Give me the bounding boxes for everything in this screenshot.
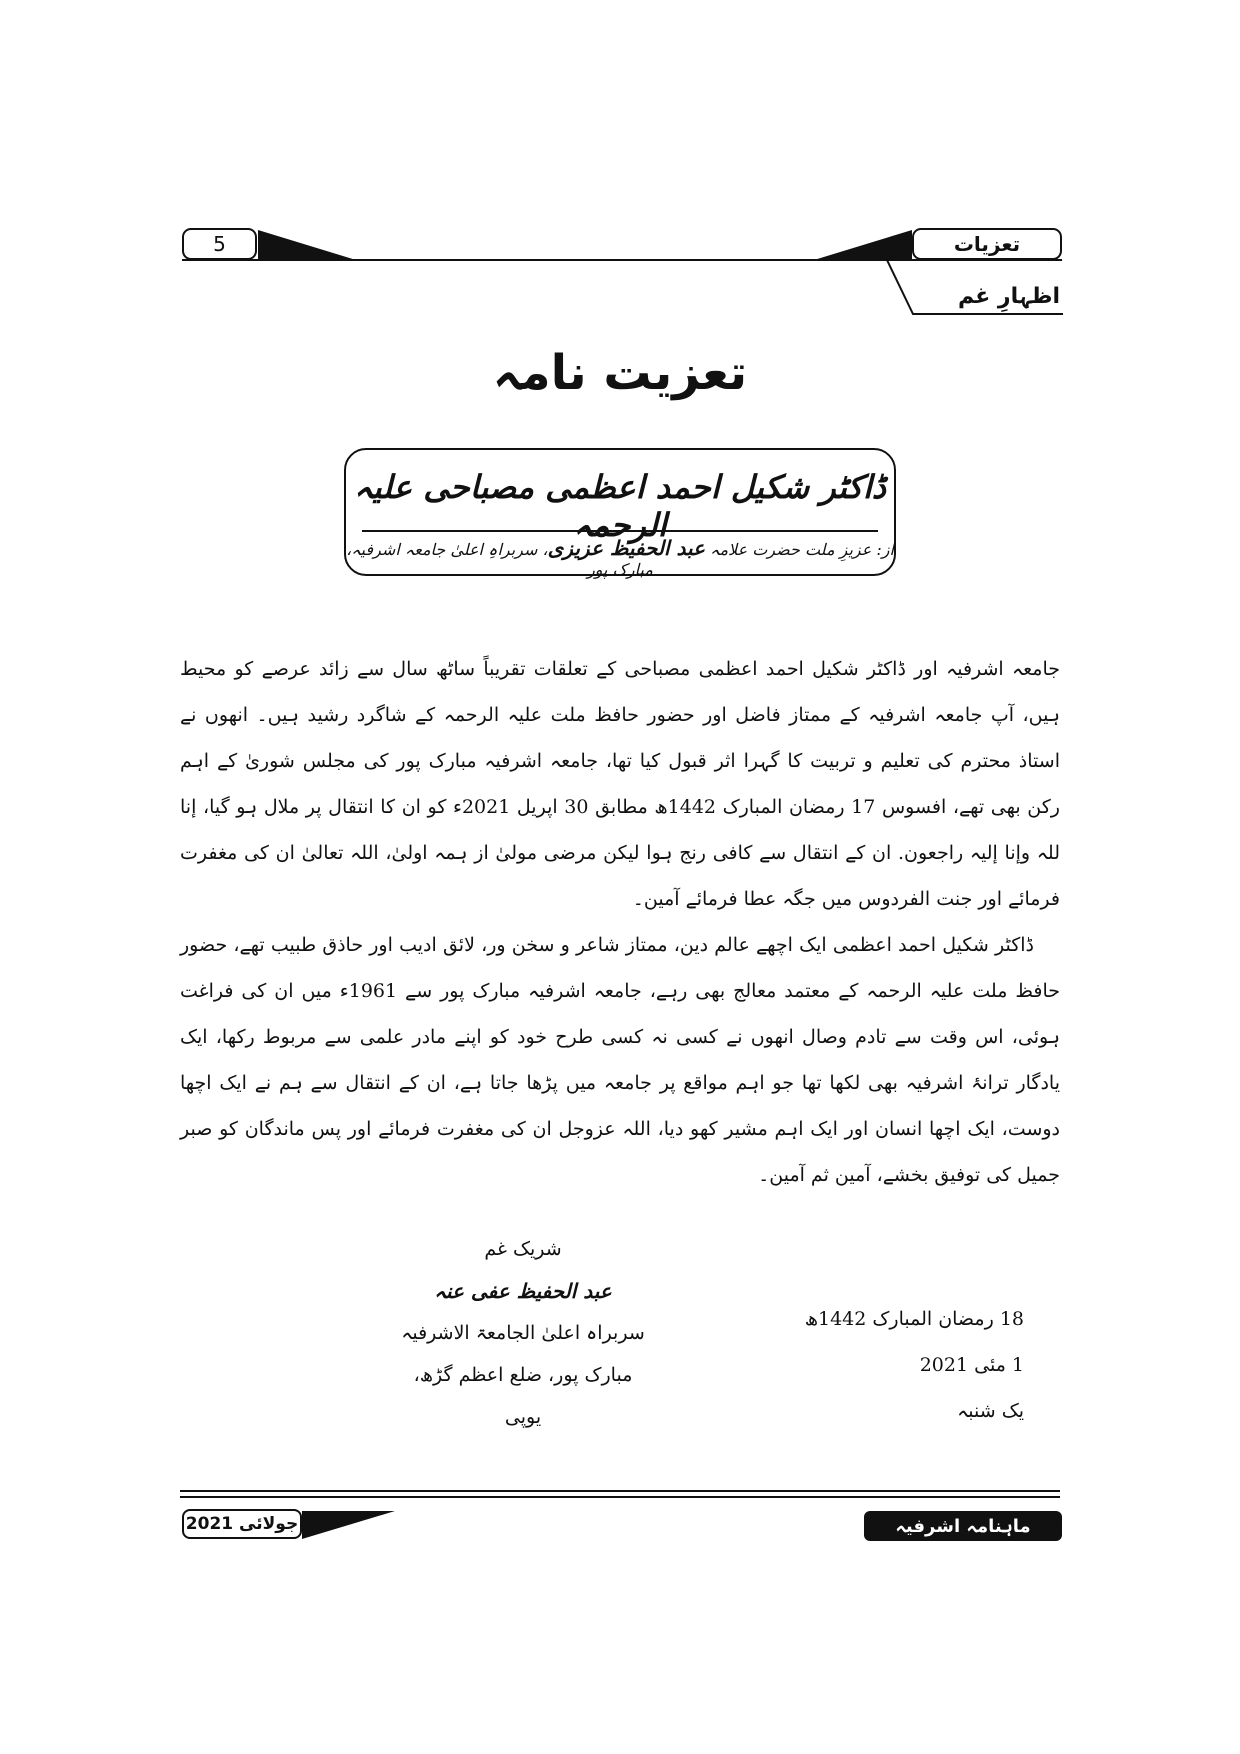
author-line bbox=[346, 536, 894, 579]
author-prefix: از: عزیزِ ملت حضرت علامہ bbox=[710, 540, 894, 559]
issue-year: 2021 bbox=[185, 1514, 234, 1534]
subsection-label: اظہارِ غم bbox=[957, 284, 1060, 309]
issue-date-box bbox=[182, 1509, 302, 1539]
condolent-label: شریک غم bbox=[484, 1238, 562, 1260]
signatory-designation: سربراہ اعلیٰ الجامعۃ الاشرفیہ bbox=[401, 1322, 645, 1344]
footer-rule-top bbox=[180, 1490, 1060, 1492]
section-label: تعزیات bbox=[953, 232, 1021, 256]
footer-rule-bottom bbox=[180, 1496, 1060, 1498]
gregorian-date: 1 مئی 2021 bbox=[919, 1354, 1024, 1376]
weekday: یک شنبہ bbox=[957, 1400, 1024, 1422]
condolence-body bbox=[180, 646, 1060, 1198]
author-name: عبد الحفیظ عزیزی bbox=[547, 536, 705, 560]
header-left-wedge bbox=[258, 228, 358, 262]
page-number: 5 bbox=[213, 232, 226, 256]
page-title: تعزیت نامہ bbox=[492, 345, 748, 401]
author-suffix: ، سربراہِ اعلیٰ جامعہ اشرفیہ، مبارک پور bbox=[346, 540, 653, 579]
body-paragraph-1: جامعہ اشرفیہ اور ڈاکٹر شکیل احمد اعظمی مصباحی کے تعلقات تقریباً ساٹھ سال سے زائد عرصے کو محیط ہیں، آپ جامعہ اشرفیہ کے ممتاز فاضل اور حضور حافظ ملت علیہ الرحمہ کے شاگرد رشید ہیں۔ انھوں نے استاذ محترم کی تعلیم و تربیت کا گہرا اثر قبول کیا تھا، جامعہ اشرفیہ مبارک پور کی مجلس شوریٰ کے اہم رکن بھی تھے، افسوس 17 رمضان المبارک 1442ھ مطابق 30 اپریل 2021ء کو ان کا انتقال پر ملال ہو گیا، إنا للہ وإنا إلیہ راجعون. ان کے انتقال سے کافی رنج ہوا لیکن مرضی مولیٰ از ہمہ اولیٰ، اللہ تعالیٰ ان کی مغفرت فرمائے اور جنت الفردوس میں جگہ عطا فرمائے آمین۔ bbox=[180, 658, 1060, 910]
issue-month: جولائی bbox=[239, 1514, 299, 1534]
magazine-name: ماہنامہ اشرفیہ bbox=[895, 1515, 1031, 1537]
date-block bbox=[784, 1296, 1024, 1434]
name-divider bbox=[362, 530, 878, 532]
signatory-name: عبد الحفیظ عفی عنہ bbox=[434, 1279, 612, 1303]
hijri-date: 18 رمضان المبارک 1442ھ bbox=[804, 1308, 1024, 1330]
deceased-name-box bbox=[344, 448, 896, 579]
body-paragraph-2: ڈاکٹر شکیل احمد اعظمی ایک اچھے عالم دین، ممتاز شاعر و سخن ور، لائق ادیب اور حاذق طبیب تھے، حضور حافظ ملت علیہ الرحمہ کے معتمد معالج بھی رہے، جامعہ اشرفیہ مبارک پور سے 1961ء میں ان کی فراغت ہوئی، اس وقت سے تادم وصال انھوں نے کسی نہ کسی طرح خود کو اپنے مادر علمی سے مربوط رکھا، ایک یادگار ترانۂ اشرفیہ بھی لکھا تھا جو اہم مواقع پر جامعہ میں پڑھا جاتا ہے، ان کے انتقال سے ہم نے ایک اچھا دوست، ایک اچھا انسان اور ایک اہم مشیر کھو دیا، اللہ عزوجل ان کی مغفرت فرمائے اور پس ماندگان کو صبر جمیل کی توفیق بخشے، آمین ثم آمین۔ bbox=[180, 934, 1060, 1186]
page-number-box bbox=[182, 228, 257, 260]
signature-block bbox=[398, 1228, 648, 1438]
signatory-location: مبارک پور، ضلع اعظم گڑھ، یوپی bbox=[413, 1364, 633, 1428]
section-label-box bbox=[912, 228, 1062, 260]
header-right-wedge bbox=[812, 228, 912, 262]
footer-left-wedge bbox=[302, 1509, 397, 1541]
magazine-name-badge bbox=[864, 1511, 1062, 1541]
deceased-name: ڈاکٹر شکیل احمد اعظمی مصباحی علیہ الرحمہ bbox=[354, 468, 886, 544]
